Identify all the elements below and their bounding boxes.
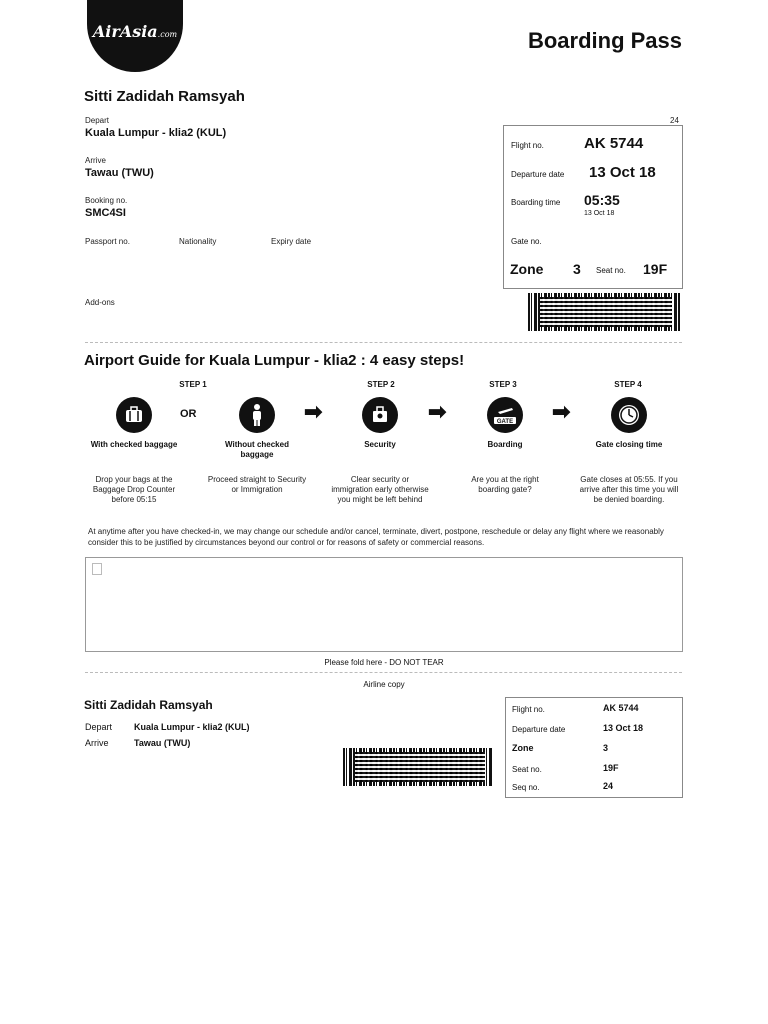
copy-date: 13 Oct 18	[603, 723, 644, 733]
copy-zone-label: Zone	[512, 743, 534, 753]
fold-notice: Please fold here - DO NOT TEAR	[324, 658, 444, 667]
copy-depart-value: Kuala Lumpur - klia2 (KUL)	[134, 722, 250, 732]
disclaimer-text: At anytime after you have checked-in, we may change our schedule and/or cancel, terminate, divert, postpone, reschedule or delay any flight where we reasonably consider this to be justified by circumstances beyond our control or for reasons of safety or commercial reasons.	[88, 527, 664, 547]
clock-icon	[611, 397, 647, 433]
copy-passenger-name: Sitti Zadidah Ramsyah	[84, 698, 213, 712]
departure-date: 13 Oct 18	[589, 164, 656, 181]
arrow-right-icon: ➡	[428, 399, 447, 424]
step-2-header: STEP 2	[367, 380, 395, 389]
boarding-time: 05:35	[584, 192, 620, 208]
step-caption-security: Security	[364, 440, 396, 449]
step-caption-checked: With checked baggage	[90, 440, 178, 449]
zone-label: Zone	[510, 261, 544, 277]
depart-value: Kuala Lumpur - klia2 (KUL)	[85, 127, 227, 139]
airasia-logo	[87, 0, 183, 72]
barcode	[528, 293, 680, 331]
copy-arrive-value: Tawau (TWU)	[134, 738, 191, 748]
copy-seq-label: Seq no.	[512, 783, 540, 792]
copy-flight-label: Flight no.	[512, 705, 545, 714]
copy-zone: 3	[603, 743, 609, 753]
step-desc-checked: Drop your bags at the Baggage Drop Counter before 05:15	[92, 475, 176, 504]
step-desc-security: Clear security or immigration early otherwise you might be left behind	[331, 475, 429, 504]
step-1-header: STEP 1	[179, 380, 207, 389]
expiry-label: Expiry date	[271, 237, 312, 246]
depart-label: Depart	[85, 116, 110, 125]
copy-flight-box	[505, 697, 683, 798]
gate-icon	[487, 397, 523, 433]
seat-value: 19F	[643, 261, 668, 277]
step-4-header: STEP 4	[614, 380, 642, 389]
booking-value: SMC4SI	[85, 207, 126, 219]
gate-label: Gate no.	[511, 237, 542, 246]
flight-label: Flight no.	[511, 141, 544, 150]
broken-image-icon	[92, 563, 102, 575]
arrive-value: Tawau (TWU)	[85, 167, 154, 179]
step-3-header: STEP 3	[489, 380, 517, 389]
passport-label: Passport no.	[85, 237, 130, 246]
copy-arrive-label: Arrive	[85, 738, 109, 748]
zone-value: 3	[573, 261, 581, 277]
or-label: OR	[180, 408, 197, 420]
divider	[85, 342, 682, 343]
boarding-time-label: Boarding time	[511, 198, 561, 207]
seat-label: Seat no.	[596, 266, 626, 275]
step-desc-gate-closing: Gate closes at 05:55. If you arrive after this time you will be denied boarding.	[579, 475, 679, 504]
airport-guide-title: Airport Guide for Kuala Lumpur - klia2 : 4 easy steps!	[84, 352, 465, 369]
advertisement-box	[85, 557, 683, 652]
page-title: Boarding Pass	[527, 28, 682, 53]
nationality-label: Nationality	[179, 237, 217, 246]
brand-domain: .com	[157, 30, 178, 39]
copy-seq: 24	[603, 781, 614, 791]
booking-label: Booking no.	[85, 196, 128, 205]
copy-seat: 19F	[603, 763, 619, 773]
step-caption-unchecked: Without checked baggage	[225, 440, 289, 459]
addons-label: Add-ons	[85, 298, 115, 307]
flight-number: AK 5744	[584, 135, 644, 152]
step-caption-boarding: Boarding	[487, 440, 523, 449]
step-desc-boarding: Are you at the right boarding gate?	[471, 475, 539, 494]
security-icon	[362, 397, 398, 433]
passenger-name: Sitti Zadidah Ramsyah	[84, 88, 245, 105]
airline-copy-label: Airline copy	[363, 680, 405, 689]
copy-seat-label: Seat no.	[512, 765, 542, 774]
arrow-right-icon: ➡	[304, 399, 323, 424]
fold-line	[85, 672, 682, 673]
flight-details-box	[503, 125, 683, 289]
arrive-label: Arrive	[85, 156, 106, 165]
person-icon	[239, 397, 275, 433]
brand-name: AirAsia	[92, 22, 158, 41]
copy-date-label: Departure date	[512, 725, 566, 734]
departure-date-label: Departure date	[511, 170, 565, 179]
copy-depart-label: Depart	[85, 722, 113, 732]
step-caption-gate-closing: Gate closing time	[595, 440, 663, 449]
arrow-right-icon: ➡	[552, 399, 571, 424]
copy-flight-number: AK 5744	[603, 703, 639, 713]
luggage-icon	[116, 397, 152, 433]
copy-barcode	[343, 748, 493, 786]
boarding-date: 13 Oct 18	[584, 210, 615, 217]
step-desc-unchecked: Proceed straight to Security or Immigration	[207, 475, 307, 494]
sequence-number-top: 24	[670, 116, 679, 125]
svg-text:GATE: GATE	[496, 419, 514, 425]
